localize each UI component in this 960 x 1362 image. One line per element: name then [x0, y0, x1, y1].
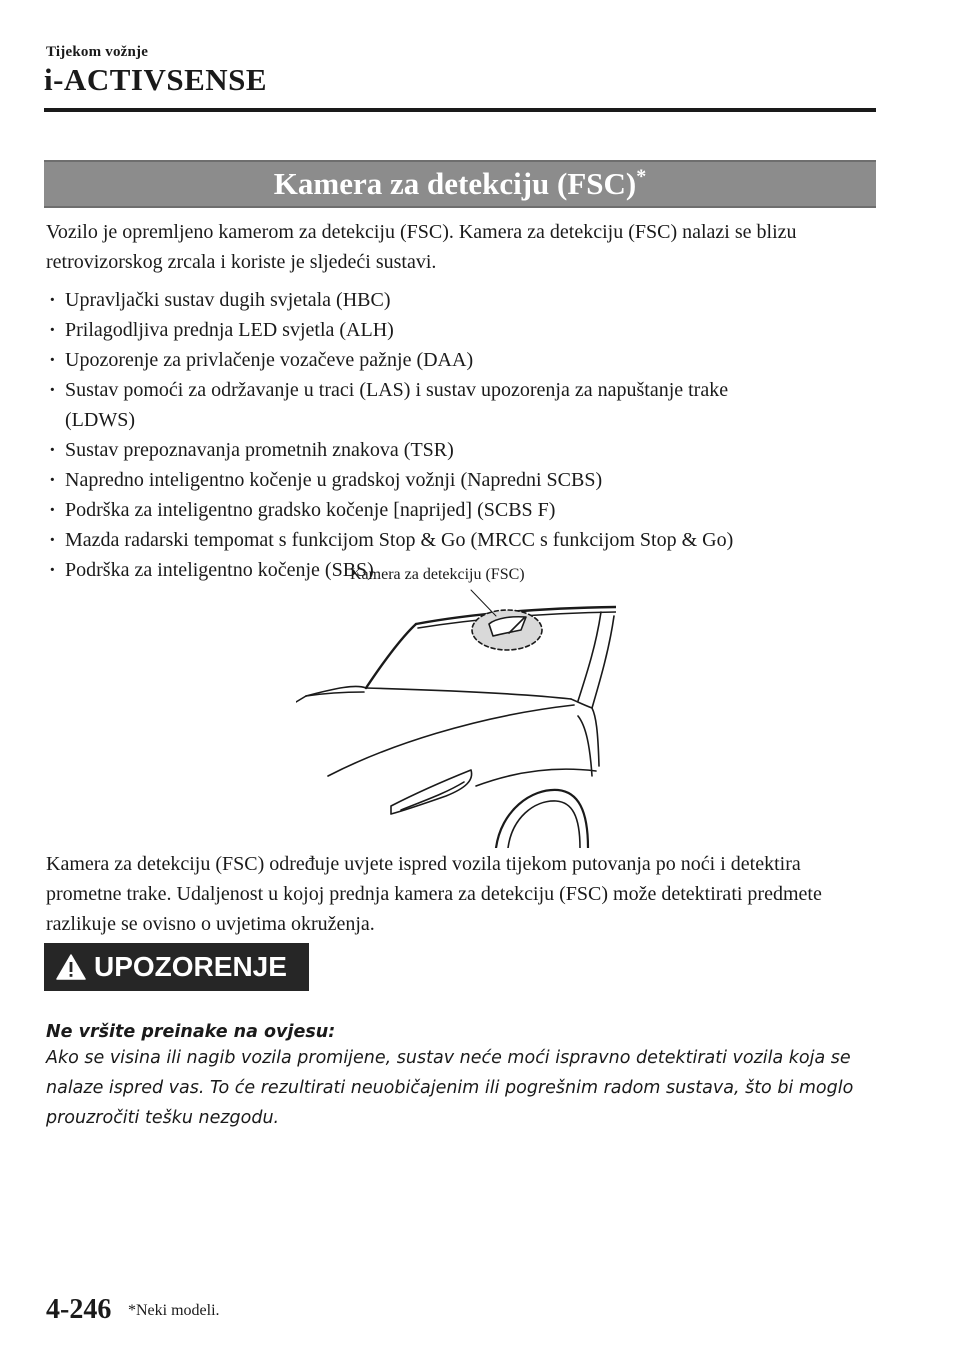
- list-item: · Mazda radarski tempomat s funkcijom Stop & Go (MRCC s funkcijom Stop & Go): [46, 525, 733, 555]
- page-number: 4-246: [46, 1294, 112, 1325]
- list-item: · Sustav pomoći za održavanje u traci (LAS) i sustav upozorenja za napuštanje trake: [46, 375, 733, 405]
- page-title: [44, 160, 876, 208]
- intro-paragraph: Vozilo je opremljeno kamerom za detekciju (FSC). Kamera za detekciju (FSC) nalazi se blizu retrovizorskog zrcala i koriste je sljedeći sustavi.: [46, 221, 797, 273]
- figure-caption: Kamera za detekciju (FSC): [350, 566, 525, 583]
- list-item: · Podrška za inteligentno gradsko kočenje [naprijed] (SCBS F): [46, 495, 733, 525]
- warning-triangle-icon: [56, 954, 86, 980]
- systems-list: [46, 285, 733, 585]
- list-item-continuation: (LDWS): [65, 409, 135, 431]
- footnote-marker: *: [636, 165, 647, 188]
- section-label: Tijekom vožnje: [46, 44, 149, 60]
- chapter-title: i-ACTIVSENSE: [44, 62, 268, 97]
- warning-label: UPOZORENJE: [94, 951, 287, 982]
- list-item: · Upozorenje za privlačenje vozačeve pažnje (DAA): [46, 345, 733, 375]
- windshield-camera-illustration: [296, 566, 616, 848]
- warning-heading: Ne vršite preinake na ovjesu:: [46, 1022, 336, 1042]
- header-divider: [44, 108, 876, 112]
- list-item: · Prilagodljiva prednja LED svjetla (ALH): [46, 315, 733, 345]
- list-item: · Upravljački sustav dugih svjetala (HBC): [46, 285, 733, 315]
- description-paragraph: Kamera za detekciju (FSC) određuje uvjete ispred vozila tijekom putovanja po noći i detektira prometne trake. Udaljenost u kojoj prednja kamera za detekciju (FSC) može detektirati predmete razlikuje se ovisno o uvjetima okruženja.: [46, 853, 822, 935]
- list-item: · Napredno inteligentno kočenje u gradskoj vožnji (Napredni SCBS): [46, 465, 733, 495]
- list-item: · Podrška za inteligentno kočenje (SBS): [46, 555, 733, 585]
- page-title-text: Kamera za detekciju (FSC): [273, 166, 637, 201]
- warning-body: Ako se visina ili nagib vozila promijene, sustav neće moći ispravno detektirati vozila koja se nalaze ispred vas. To će rezultirati neuobičajenim ili pogrešnim radom sustava, što bi moglo prouzročiti tešku nezgodu.: [46, 1048, 854, 1128]
- warning-banner: [44, 943, 309, 991]
- footnote: *Neki modeli.: [128, 1302, 220, 1319]
- list-item: · Sustav prepoznavanja prometnih znakova (TSR): [46, 435, 733, 465]
